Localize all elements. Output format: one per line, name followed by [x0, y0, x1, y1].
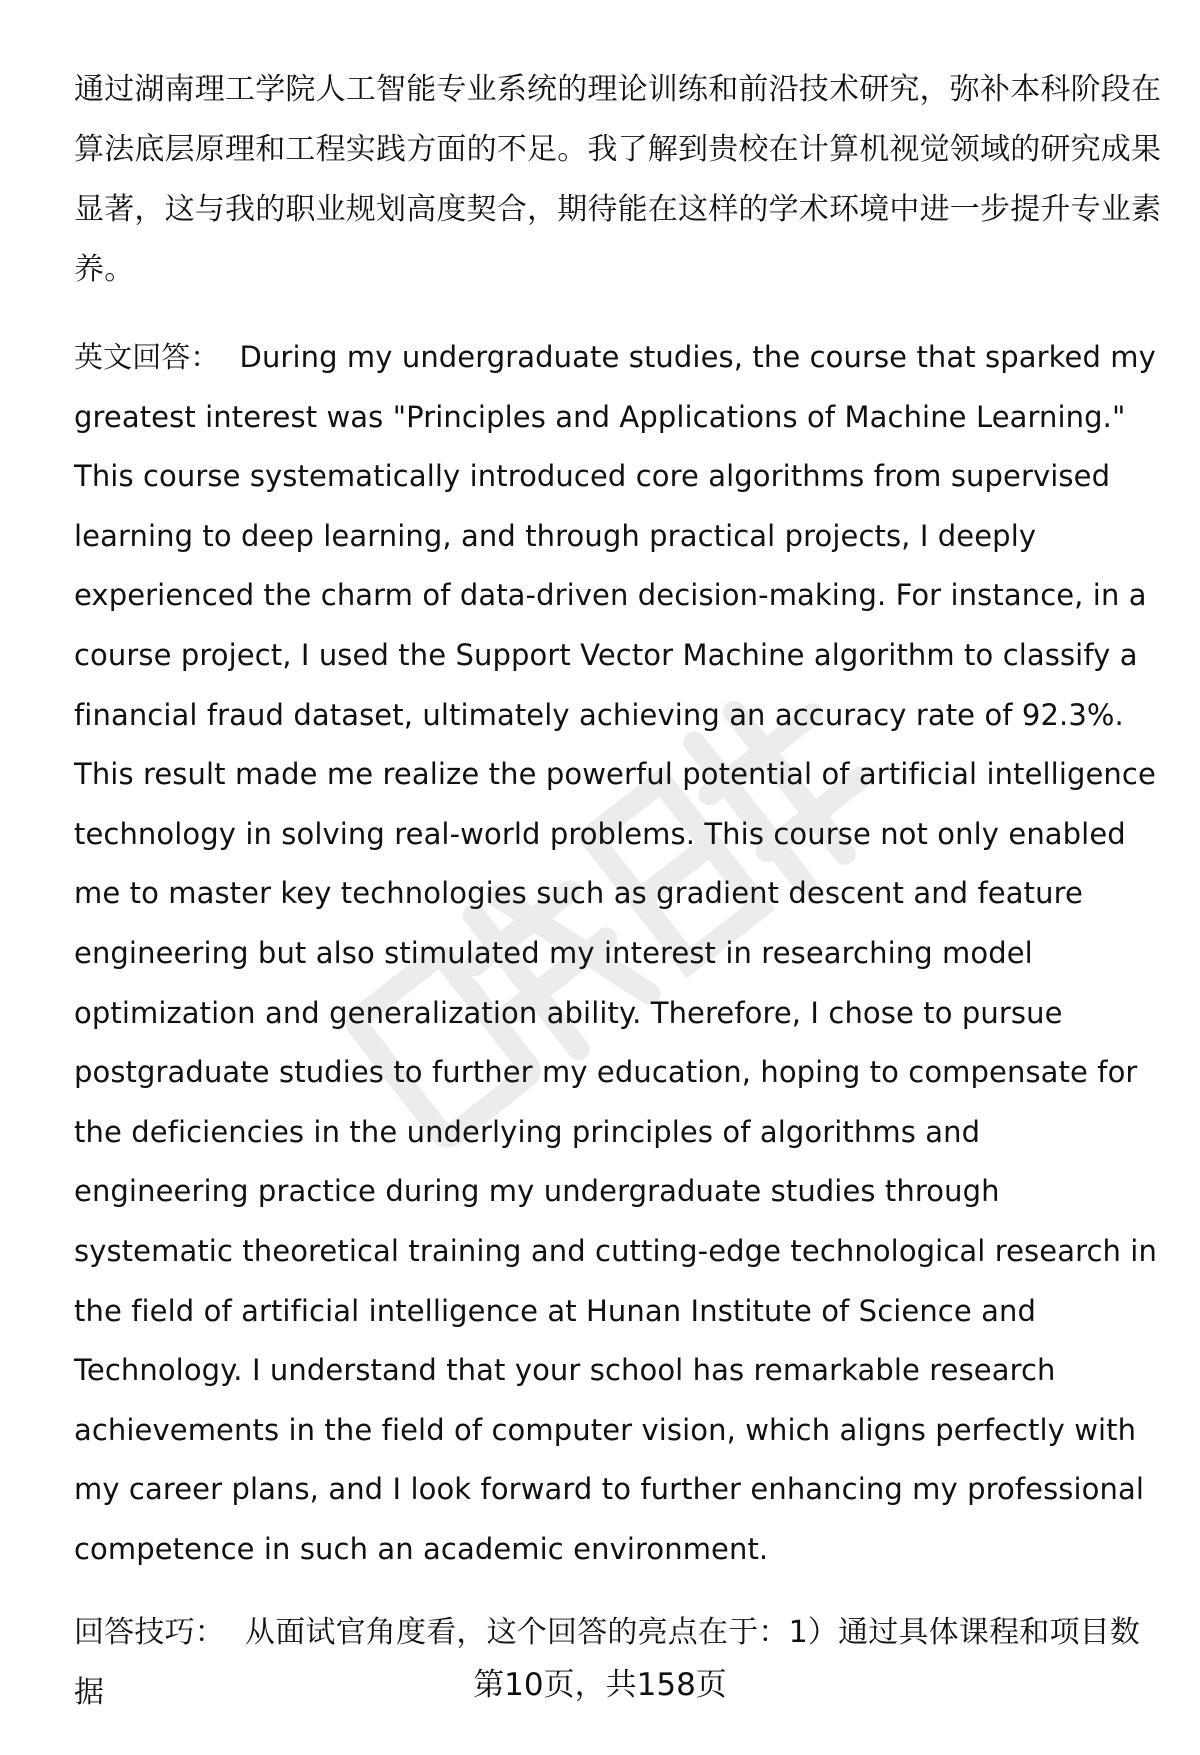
tips-paragraph [74, 1603, 1164, 1723]
document-body [74, 60, 1164, 1723]
english-answer-label: 英文回答： [74, 340, 220, 374]
tips-label: 回答技巧： [74, 1615, 225, 1651]
tips-text: 从面试官角度看，这个回答的亮点在于：1）通过具体课程和项目数据 [74, 1615, 1141, 1711]
intro-paragraph: 通过湖南理工学院人工智能专业系统的理论训练和前沿技术研究，弥补本科阶段在算法底层原理和工程实践方面的不足。我了解到贵校在计算机视觉领域的研究成果显著，这与我的职业规划高度契合，期待能在这样的学术环境中进一步提升专业素养。 [74, 72, 1162, 287]
english-answer-text: During my undergraduate studies, the course that sparked my greatest interest was "Principles and Applications of Machine Learning." This course systematically introduced core algorithms from supervised learning to deep learning, and through practical projects, I deeply experienced the charm of data-driven decision-making. For instance, in a course project, I used the Support Vector Machine algorithm to classify a financial fraud dataset, ultimately achieving an accuracy rate of 92.3%. This result made me realize the powerful potential of artificial intelligence technology in solving real-world problems. This course not only enabled me to master key technologies such as gradient descent and feature engineering but also stimulated my interest in researching model optimization and generalization ability. Therefore, I chose to pursue postgraduate studies to further my education, hoping to compensate for the deficiencies in the underlying principles of algorithms and engineering practice during my undergraduate studies through systematic theoretical training and cutting-edge technological research in the field of artificial intelligence at Hunan Institute of Science and Technology. I understand that your school has remarkable research achievements in the field of computer vision, which aligns perfectly with my career plans, and I look forward to further enhancing my professional competence in such an academic environment. [74, 340, 1157, 1566]
english-answer-paragraph [74, 328, 1164, 1579]
page-indicator: 第10页，共158页 [473, 1667, 727, 1703]
